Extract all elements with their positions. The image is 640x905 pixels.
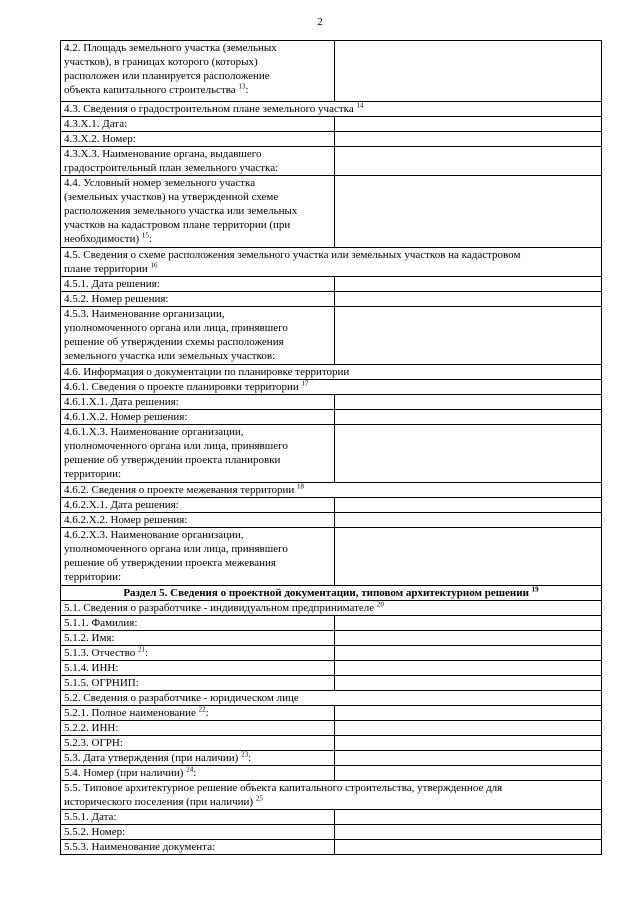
label-text: 4.6.2.Х.3. Наименование организации, уполномоченного органа или лица, принявшего решение об утверждении проекта межевания территории: [64,529,288,583]
label-text: 5.1.2. Имя: [64,632,115,644]
label-text: 4.5.2. Номер решения: [64,293,169,305]
field-value[interactable] [335,117,602,132]
form-row [61,691,602,706]
field-value[interactable] [335,631,602,646]
field-value[interactable] [335,721,602,736]
footnote-ref: 19 [531,585,539,594]
footnote-ref: 17 [301,379,309,388]
form-row [61,676,602,691]
field-value[interactable] [335,661,602,676]
field-value[interactable] [335,498,602,513]
label-text: 4.2. Площадь земельного участка (земельных участков), в границах которого (которых) расположен или планируется расположение объекта капитального строительства [64,42,277,96]
field-label [61,601,602,616]
form-row [61,380,602,395]
footnote-ref: 21 [138,645,145,654]
page-number: 2 [317,16,323,28]
field-label [61,766,335,781]
label-text: 4.4. Условный номер земельного участка (земельных участков) на утвержденной схеме расположения земельного участка или земельных участков на кадастровом плане территории (при необходимости) [64,177,298,245]
field-value[interactable] [335,706,602,721]
form-row [61,631,602,646]
footnote-ref: 20 [376,600,384,609]
field-label [61,410,335,425]
field-label [61,483,602,498]
label-text: 5.5.1. Дата: [64,811,117,823]
form-row [61,395,602,410]
label-tail: : [245,84,249,96]
form-row [61,825,602,840]
label-text: 4.6.1. Сведения о проекте планировки территории [64,381,299,393]
form-row [61,840,602,855]
form-row [61,646,602,661]
form-row [61,706,602,721]
field-value[interactable] [335,513,602,528]
field-value[interactable] [335,41,602,102]
footnote-ref: 22 [198,705,206,714]
footnote-ref: 24 [186,765,194,774]
form-row [61,277,602,292]
form-row [61,751,602,766]
label-text: 5.3. Дата утверждения (при наличии) [64,752,239,764]
field-label [61,147,335,176]
form-row [61,307,602,365]
field-label [61,41,335,102]
label-text: 4.6.2.Х.2. Номер решения: [64,514,188,526]
field-label [61,395,335,410]
label-tail: : [205,707,209,719]
form-row [61,132,602,147]
label-text: 4.6.1.Х.2. Номер решения: [64,411,188,423]
form-row [61,176,602,248]
label-text: 5.2.1. Полное наименование [64,707,196,719]
label-tail: : [148,233,152,245]
label-text: 4.3. Сведения о градостроительном плане земельного участка [64,103,354,115]
form-row [61,147,602,176]
field-value[interactable] [335,528,602,586]
form-row [61,102,602,117]
field-value[interactable] [335,410,602,425]
form-row [61,616,602,631]
field-value[interactable] [335,292,602,307]
form-row [61,528,602,586]
field-label [61,277,335,292]
label-text: 5.1.3. Отчество [64,647,136,659]
footnote-ref: 15 [141,231,149,240]
field-label [61,706,335,721]
field-value[interactable] [335,840,602,855]
field-value[interactable] [335,425,602,483]
form-row [61,498,602,513]
field-label [61,513,335,528]
form-row [61,248,602,277]
label-text: 5.1.4. ИНН: [64,662,119,674]
field-value[interactable] [335,395,602,410]
label-text: 5.2. Сведения о разработчике - юридическом лице [64,692,299,704]
form-body [61,41,602,855]
field-label [61,425,335,483]
form-table [60,40,602,855]
field-value[interactable] [335,810,602,825]
label-text: 5.5.2. Номер: [64,826,126,838]
form-row [61,410,602,425]
form-row [61,41,602,102]
form-row [61,117,602,132]
form-row [61,721,602,736]
field-value[interactable] [335,825,602,840]
field-label [61,676,335,691]
field-value[interactable] [335,736,602,751]
field-label [61,751,335,766]
field-label [61,810,335,825]
label-text: 5.1.5. ОГРНИП: [64,677,139,689]
field-label [61,661,335,676]
form-row [61,425,602,483]
field-label [61,102,602,117]
label-text: 4.6. Информация о документации по планировке территории [64,366,350,378]
field-label [61,307,335,365]
field-label [61,498,335,513]
field-label [61,528,335,586]
field-label [61,825,335,840]
form-row [61,601,602,616]
footnote-ref: 14 [356,101,364,110]
field-value[interactable] [335,132,602,147]
label-text: 4.3.Х.3. Наименование органа, выдавшего градостроительный план земельного участка: [64,148,279,174]
field-label [61,840,335,855]
field-value[interactable] [335,176,602,248]
field-value[interactable] [335,307,602,365]
label-text: 4.5.1. Дата решения: [64,278,160,290]
label-tail: : [193,767,197,779]
label-text: 4.6.2.Х.1. Дата решения: [64,499,179,511]
field-value[interactable] [335,646,602,661]
label-text: 4.6.1.Х.1. Дата решения: [64,396,179,408]
section-heading [61,586,602,601]
field-label [61,117,335,132]
label-text: 4.6.2. Сведения о проекте межевания территории [64,484,295,496]
label-text: 4.3.Х.2. Номер: [64,133,136,145]
field-label [61,631,335,646]
label-text: 4.6.1.Х.3. Наименование организации, уполномоченного органа или лица, принявшего решение об утверждении проекта планировки территории: [64,426,288,480]
field-value[interactable] [335,277,602,292]
footnote-ref: 18 [297,482,305,491]
field-label [61,176,335,248]
field-label [61,292,335,307]
field-value[interactable] [335,766,602,781]
form-row [61,736,602,751]
footnote-ref: 13 [238,82,246,91]
label-tail: : [145,647,149,659]
form-row [61,513,602,528]
field-label [61,616,335,631]
field-label [61,132,335,147]
field-value[interactable] [335,751,602,766]
footnote-ref: 16 [150,261,158,270]
form-row [61,781,602,810]
footnote-ref: 25 [255,794,263,803]
label-text: 5.5.3. Наименование документа: [64,841,216,853]
label-text: 5.2.3. ОГРН: [64,737,123,749]
field-label [61,691,602,706]
label-text: 4.3.Х.1. Дата: [64,118,128,130]
field-label [61,646,335,661]
label-text: 5.1. Сведения о разработчике - индивидуальном предпринимателе [64,602,375,614]
footnote-ref: 23 [241,750,249,759]
field-label [61,736,335,751]
form-row [61,661,602,676]
field-label [61,365,602,380]
form-row [61,292,602,307]
label-tail: : [248,752,252,764]
form-row [61,766,602,781]
field-label [61,380,602,395]
form-row [61,365,602,380]
form-row [61,810,602,825]
label-text: 5.4. Номер (при наличии) [64,767,184,779]
form-row [61,483,602,498]
field-value[interactable] [335,616,602,631]
form-row [61,586,602,601]
label-text: 5.5. Типовое архитектурное решение объекта капитального строительства, утвержденное для исторического поселения (при наличии) [64,782,503,808]
label-text: 4.5. Сведения о схеме расположения земельного участка или земельных участков на кадастровом плане территории [64,249,521,275]
label-text: 5.2.2. ИНН: [64,722,119,734]
label-text: Раздел 5. Сведения о проектной документации, типовом архитектурном решении [123,587,529,599]
field-label [61,721,335,736]
field-value[interactable] [335,676,602,691]
label-text: 5.1.1. Фамилия: [64,617,138,629]
field-label [61,248,602,277]
label-text: 4.5.3. Наименование организации, уполномоченного органа или лица, принявшего решение об утверждении схемы расположения земельного участка или земельных участков: [64,308,288,362]
field-value[interactable] [335,147,602,176]
field-label [61,781,602,810]
